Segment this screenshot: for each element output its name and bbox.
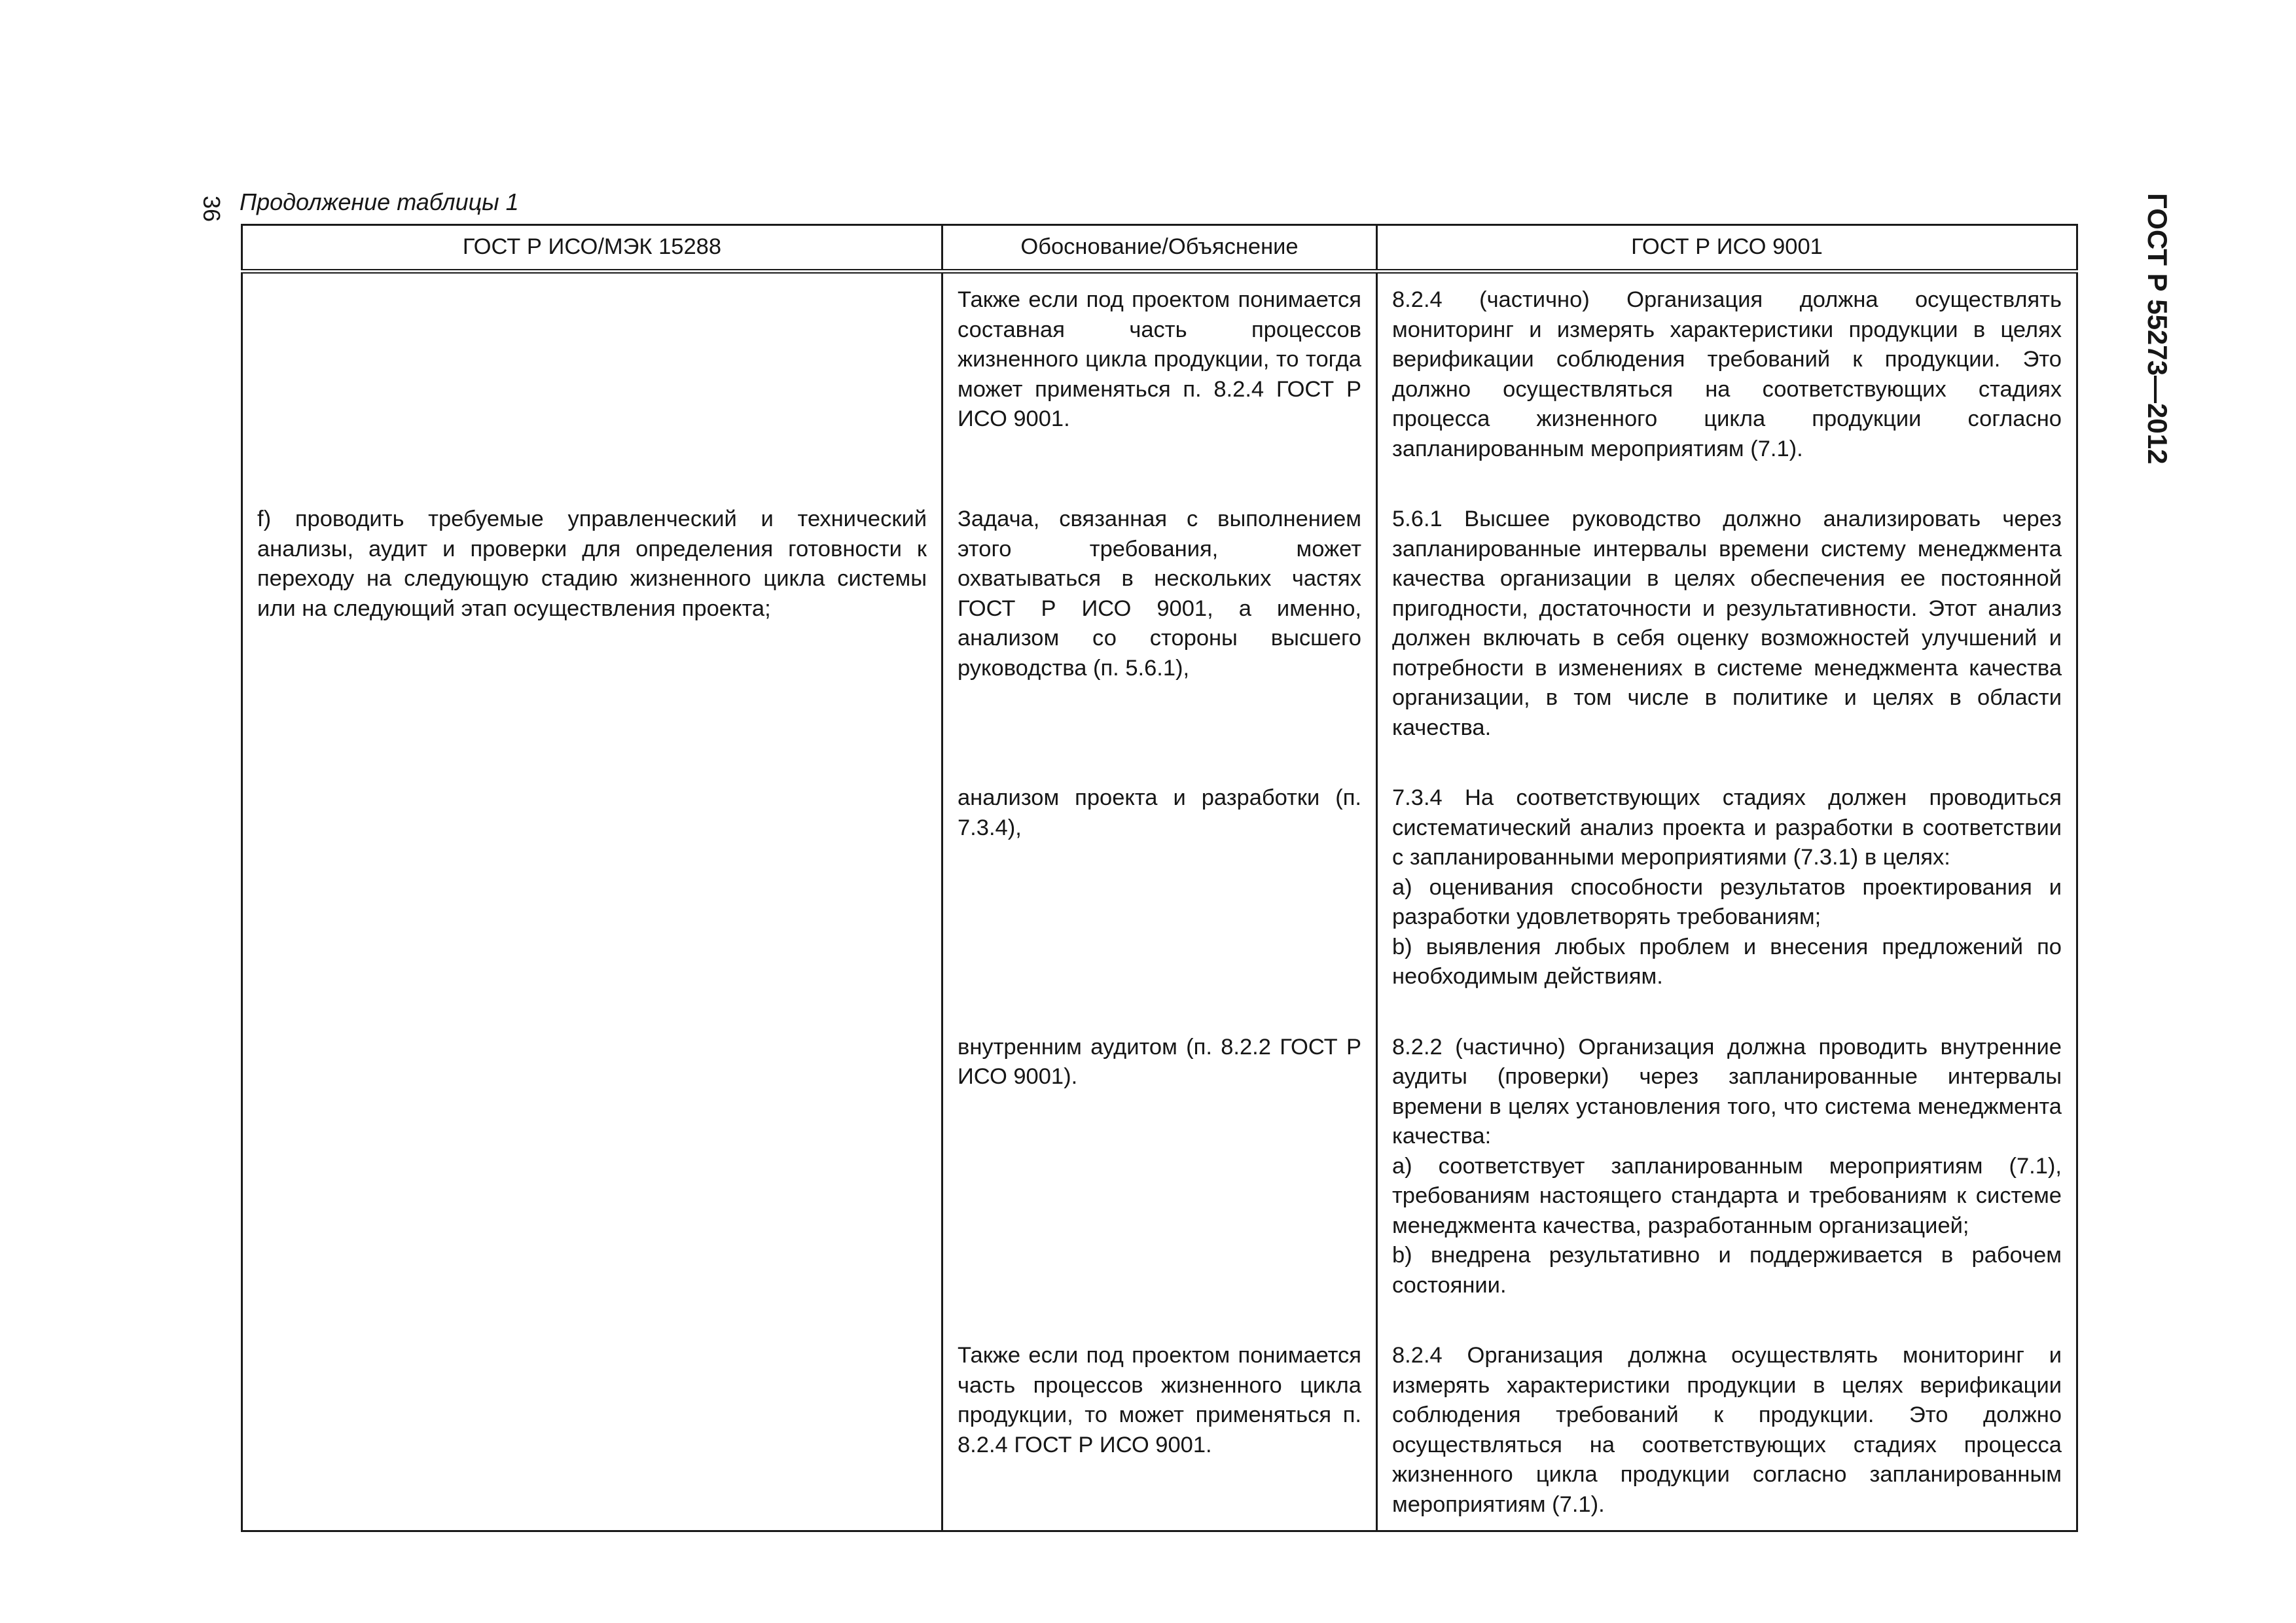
header-gost-9001: ГОСТ Р ИСО 9001 [1377, 225, 2077, 272]
cell-requirement [242, 1329, 942, 1531]
table-row [242, 493, 2077, 772]
cell-requirement [242, 493, 942, 772]
cell-requirement [242, 1021, 942, 1330]
cell-text: внутренним аудитом (п. 8.2.2 ГОСТ Р ИСО 9001). [958, 1034, 1361, 1089]
table-row [242, 1021, 2077, 1330]
cell-justification [942, 772, 1377, 1021]
requirements-table [241, 224, 2078, 1532]
page-number: 36 [198, 195, 225, 223]
table-header-row [242, 225, 2077, 272]
header-justification: Обоснование/Объяснение [942, 225, 1377, 272]
table-row [242, 272, 2077, 493]
cell-requirement [242, 772, 942, 1021]
cell-iso-9001 [1377, 493, 2077, 772]
cell-iso-9001 [1377, 1021, 2077, 1330]
document-code: ГОСТ Р 55273—2012 [2142, 193, 2173, 465]
cell-justification [942, 1329, 1377, 1531]
table-row [242, 1329, 2077, 1531]
cell-text: 8.2.4 (частично) Организация должна осуществлять мониторинг и измерять характеристики продукции в целях верификации соблюдения требований к продукции. Это должно осуществляться на соответствующих стадиях процесса жизненного цикла продукции согласно запланированным мероприятиям (7.1). [1392, 287, 2062, 461]
cell-text: Также если под проектом понимается составная часть процессов жизненного цикла продукции, то тогда может применяться п. 8.2.4 ГОСТ Р ИСО 9001. [958, 287, 1361, 431]
cell-text: Задача, связанная с выполнением этого требования, может охватываться в нескольких частях ГОСТ Р ИСО 9001, а именно, анализом со стороны высшего руководства (п. 5.6.1), [958, 507, 1361, 681]
cell-iso-9001 [1377, 772, 2077, 1021]
cell-iso-9001 [1377, 272, 2077, 493]
cell-text: 7.3.4 На соответствующих стадиях должен проводиться систематический анализ проекта и разработки в соответствии с запланированными мероприятиями (7.3.1) в целях: а) оценивания способности результатов проектирования и разработки удовлетворять требованиям; b) выявления любых проблем и внесения предложений по необходимым действиям. [1392, 785, 2062, 989]
cell-justification [942, 272, 1377, 493]
cell-text: Также если под проектом понимается часть процессов жизненного цикла продукции, то может применяться п. 8.2.4 ГОСТ Р ИСО 9001. [958, 1343, 1361, 1457]
cell-text: 8.2.4 Организация должна осуществлять мониторинг и измерять характеристики продукции в целях верификации соблюдения требований к продукции. Это должно осуществляться на соответствующих стадиях процесса жизненного цикла продукции согласно запланированным мероприятиям (7.1). [1392, 1343, 2062, 1517]
cell-iso-9001 [1377, 1329, 2077, 1531]
table-caption: Продолжение таблицы 1 [240, 188, 519, 215]
cell-text: 8.2.2 (частично) Организация должна проводить внутренние аудиты (проверки) через запланированные интервалы времени в целях установления того, что система менеджмента качества: а) соответствует запланированным мероприятиям (7.1), требованиям настоящего стандарта и требованиям к системе менеджмента качества, разработанным организацией; b) внедрена результативно и поддерживается в рабочем состоянии. [1392, 1034, 2062, 1298]
cell-requirement [242, 272, 942, 493]
cell-justification [942, 1021, 1377, 1330]
header-gost-15288: ГОСТ Р ИСО/МЭК 15288 [242, 225, 942, 272]
cell-text: анализом проекта и разработки (п. 7.3.4), [958, 785, 1361, 840]
cell-justification [942, 493, 1377, 772]
table-row [242, 772, 2077, 1021]
cell-text: 5.6.1 Высшее руководство должно анализировать через запланированные интервалы времени систему менеджмента качества организации в целях обеспечения ее постоянной пригодности, достаточности и результативности. Этот анализ должен включать в себя оценку возможностей улучшений и потребности в изменениях в системе менеджмента качества организации, в том числе в политике и целях в области качества. [1392, 507, 2062, 740]
cell-text: f) проводить требуемые управленческий и технический анализы, аудит и проверки для определения готовности к переходу на следующую стадию жизненного цикла системы или на следующий этап осуществления проекта; [257, 507, 927, 621]
